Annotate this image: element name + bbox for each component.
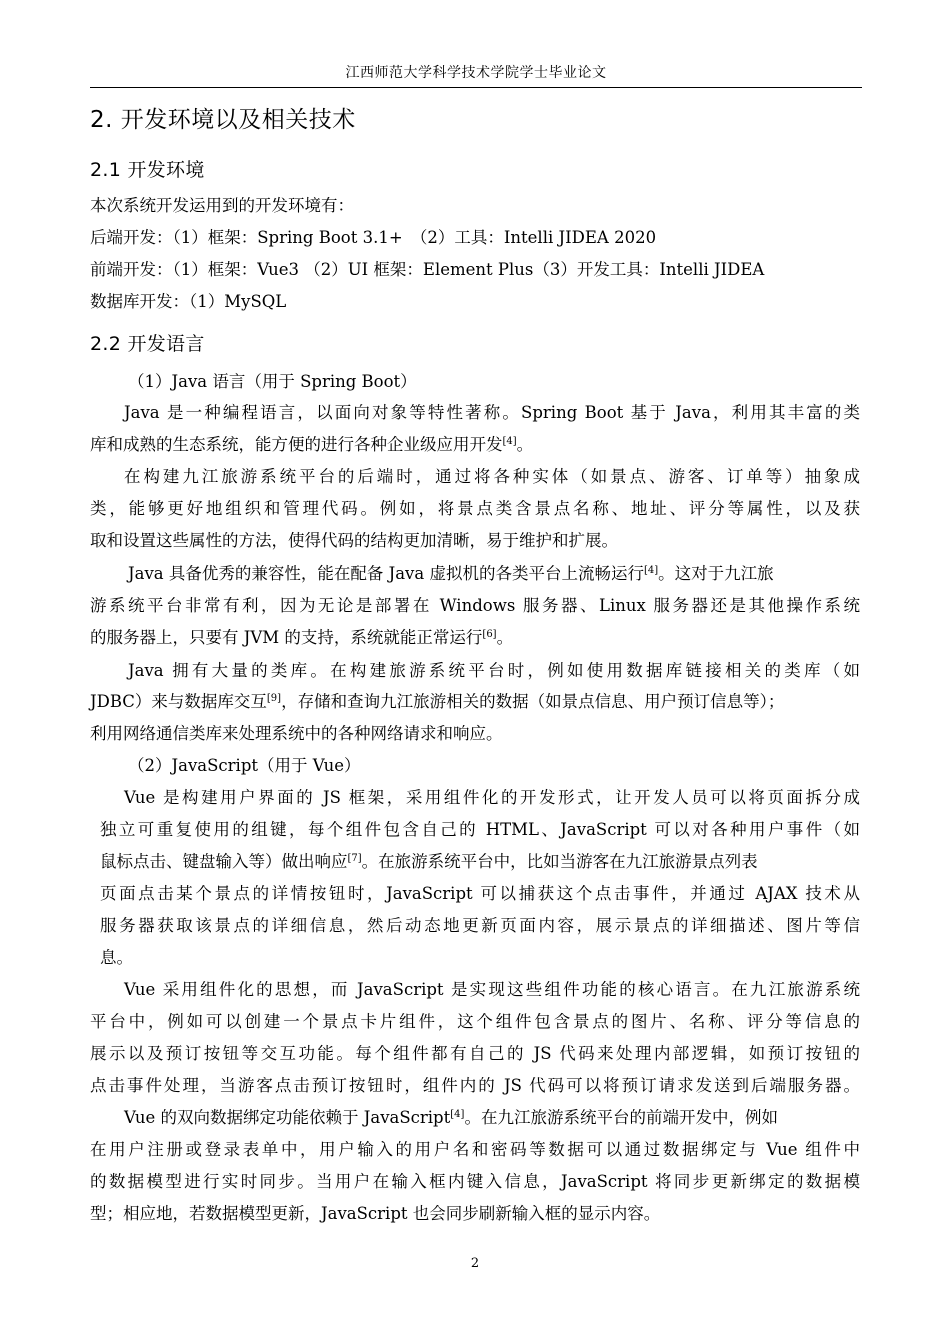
citation: [4] [643, 565, 659, 576]
js-para1-line2: 独立可重复使用的组键，每个组件包含自己的 HTML、JavaScript 可以对各种用户事件（如 [100, 820, 860, 839]
citation: [6] [482, 629, 497, 640]
js-para1-line5: 服务器获取该景点的详细信息，然后动态地更新页面内容，展示景点的详细描述、图片等信 [100, 916, 860, 935]
java-para3-line1: Java 具备优秀的兼容性，能在配备 Java 虚拟机的各类平台上流畅运行[4]。这对于九江旅 [128, 564, 774, 583]
header-rule [90, 87, 862, 88]
env-backend-line: 后端开发：（1）框架：Spring Boot 3.1+ （2）工具：Intelli JIDEA 2020 [90, 228, 657, 247]
js-para2-line4: 点击事件处理，当游客点击预订按钮时，组件内的 JS 代码可以将预订请求发送到后端服务器。 [90, 1076, 860, 1095]
citation: [7] [347, 853, 362, 864]
java-para2-line1: 在构建九江旅游系统平台的后端时，通过将各种实体（如景点、游客、订单等）抽象成 [124, 467, 860, 486]
java-para1-line1: Java 是一种编程语言，以面向对象等特性著称。Spring Boot 基于 Java，利用其丰富的类 [124, 403, 860, 422]
java-para2-line3: 取和设置这些属性的方法，使得代码的结构更加清晰，易于维护和扩展。 [90, 531, 618, 550]
java-para2-line2: 类，能够更好地组织和管理代码。例如，将景点类含景点名称、地址、评分等属性，以及获 [90, 499, 860, 518]
js-para1-line6: 息。 [100, 948, 133, 967]
js-para3-line3: 的数据模型进行实时同步。当用户在输入框内键入信息，JavaScript 将同步更新绑定的数据模 [90, 1172, 860, 1191]
citation: [9] [266, 693, 282, 704]
java-para4-line3: 利用网络通信类库来处理系统中的各种网络请求和响应。 [90, 724, 503, 743]
java-para4-line1: Java 拥有大量的类库。在构建旅游系统平台时，例如使用数据库链接相关的类库（如 [128, 661, 860, 680]
js-para3-line4: 型；相应地，若数据模型更新，JavaScript 也会同步刷新输入框的显示内容。 [90, 1204, 661, 1223]
env-frontend-line: 前端开发：（1）框架：Vue3 （2）UI 框架：Element Plus（3）开发工具：Intelli JIDEA [90, 260, 765, 279]
citation: [4] [502, 436, 517, 447]
citation: [4] [450, 1109, 465, 1120]
js-para2-line1: Vue 采用组件化的思想，而 JavaScript 是实现这些组件功能的核心语言。在九江旅游系统 [124, 980, 860, 999]
js-subheading: （2）JavaScript（用于 Vue） [128, 756, 361, 775]
section-heading-2-2: 2.2 开发语言 [90, 333, 205, 355]
java-para1-line2: 库和成熟的生态系统，能方便的进行各种企业级应用开发[4]。 [90, 435, 534, 454]
js-para3-line1: Vue 的双向数据绑定功能依赖于 JavaScript[4]。在九江旅游系统平台的前端开发中，例如 [124, 1108, 778, 1127]
page-number: 2 [470, 1256, 480, 1271]
chapter-heading: 2. 开发环境以及相关技术 [90, 107, 356, 133]
env-database-line: 数据库开发：（1）MySQL [90, 292, 287, 311]
section-heading-2-1: 2.1 开发环境 [90, 159, 205, 181]
java-para4-line2: JDBC）来与数据库交互[9]，存储和查询九江旅游相关的数据（如景点信息、用户预订信息等）； [90, 692, 785, 711]
java-para3-line3: 的服务器上，只要有 JVM 的支持，系统就能正常运行[6]。 [90, 628, 514, 647]
java-para3-line2: 游系统平台非常有利，因为无论是部署在 Windows 服务器、Linux 服务器还是其他操作系统 [90, 596, 860, 615]
js-para2-line2: 平台中，例如可以创建一个景点卡片组件，这个组件包含景点的图片、名称、评分等信息的 [90, 1012, 860, 1031]
running-header: 江西师范大学科学技术学院学士毕业论文 [345, 65, 607, 81]
java-subheading: （1）Java 语言（用于 Spring Boot） [128, 372, 417, 391]
env-intro-line: 本次系统开发运用到的开发环境有： [90, 196, 354, 215]
js-para1-line4: 页面点击某个景点的详情按钮时，JavaScript 可以捕获这个点击事件，并通过 AJAX 技术从 [100, 884, 860, 903]
js-para1-line3: 鼠标点击、键盘输入等）做出响应[7]。在旅游系统平台中，比如当游客在九江旅游景点列表 [100, 852, 758, 871]
js-para2-line3: 展示以及预订按钮等交互功能。每个组件都有自己的 JS 代码来处理内部逻辑，如预订按钮的 [90, 1044, 860, 1063]
js-para1-line1: Vue 是构建用户界面的 JS 框架，采用组件化的开发形式，让开发人员可以将页面拆分成 [124, 788, 860, 807]
js-para3-line2: 在用户注册或登录表单中，用户输入的用户名和密码等数据可以通过数据绑定与 Vue 组件中 [90, 1140, 860, 1159]
